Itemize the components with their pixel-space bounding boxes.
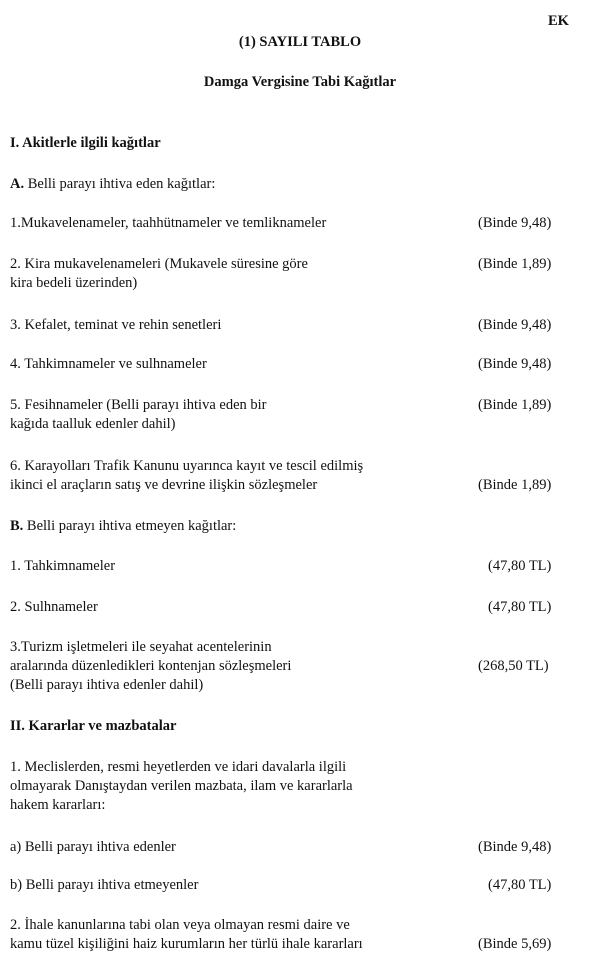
item-text: olmayarak Danıştaydan verilen mazbata, ilam ve kararlarla <box>10 778 353 794</box>
section-heading-2: II. Kararlar ve mazbatalar <box>10 718 177 734</box>
item-rate: (Binde 1,89) <box>478 256 552 272</box>
item-text: 2. Sulhnameler <box>10 599 98 615</box>
item-text: 2. İhale kanunlarına tabi olan veya olmayan resmi daire ve <box>10 917 350 933</box>
item-rate: (Binde 9,48) <box>478 356 552 372</box>
subsection-a-heading <box>10 175 215 194</box>
item-rate: (Binde 9,48) <box>478 839 552 855</box>
list-item <box>10 214 326 233</box>
item-text: 6. Karayolları Trafik Kanunu uyarınca kayıt ve tescil edilmiş <box>10 458 364 474</box>
list-item <box>10 255 308 293</box>
section-heading-1: I. Akitlerle ilgili kağıtlar <box>10 135 161 151</box>
subsection-b-heading <box>10 517 236 536</box>
item-fee: (47,80 TL) <box>488 877 552 893</box>
item-text: 1. Meclislerden, resmi heyetlerden ve idari davalarla ilgili <box>10 759 347 775</box>
item-rate: (Binde 9,48) <box>478 317 552 333</box>
item-fee: (47,80 TL) <box>488 558 552 574</box>
item-text: aralarında düzenledikleri kontenjan sözleşmeleri <box>10 658 292 674</box>
list-item <box>10 598 98 617</box>
item-rate: (Binde 5,69) <box>478 936 552 952</box>
item-text: kamu tüzel kişiliğini haiz kurumların her türlü ihale kararları <box>10 936 363 952</box>
subsection-a-text: Belli parayı ihtiva eden kağıtlar: <box>24 176 216 192</box>
item-fee: (268,50 TL) <box>478 658 549 674</box>
page-title: Damga Vergisine Tabi Kağıtlar <box>203 74 397 90</box>
item-text: 5. Fesihnameler (Belli parayı ihtiva eden bir <box>10 397 267 413</box>
item-rate: (Binde 9,48) <box>478 215 552 231</box>
list-item <box>10 396 267 434</box>
item-text: kağıda taalluk edenler dahil) <box>10 416 176 432</box>
subsection-b-text: Belli parayı ihtiva etmeyen kağıtlar: <box>23 518 237 534</box>
annex-label: EK <box>548 13 569 29</box>
item-text: (Belli parayı ihtiva edenler dahil) <box>10 677 204 693</box>
list-item <box>10 638 291 695</box>
list-item <box>10 557 115 576</box>
item-text: hakem kararları: <box>10 797 106 813</box>
item-text: 2. Kira mukavelenameleri (Mukavele süresine göre <box>10 256 308 272</box>
list-item <box>10 457 363 495</box>
item-text: 1.Mukavelenameler, taahhütnameler ve temliknameler <box>10 215 327 231</box>
item-text: ikinci el araçların satış ve devrine ilişkin sözleşmeler <box>10 477 318 493</box>
item-rate: (Binde 1,89) <box>478 397 552 413</box>
list-item: b) Belli parayı ihtiva etmeyenler <box>10 877 199 893</box>
list-item <box>10 916 363 954</box>
table-number: (1) SAYILI TABLO <box>238 34 362 50</box>
item-rate: (Binde 1,89) <box>478 477 552 493</box>
list-item <box>10 355 207 374</box>
subsection-b-letter: B. <box>10 518 24 534</box>
list-item <box>10 316 221 335</box>
item-text: 4. Tahkimnameler ve sulhnameler <box>10 356 207 372</box>
item-text: 1. Tahkimnameler <box>10 558 116 574</box>
item-text: 3. Kefalet, teminat ve rehin senetleri <box>10 317 222 333</box>
item-text: 3.Turizm işletmeleri ile seyahat acentelerinin <box>10 639 272 655</box>
list-item: a) Belli parayı ihtiva edenler <box>10 839 176 855</box>
list-item <box>10 758 353 815</box>
subsection-a-letter: A. <box>10 176 25 192</box>
item-text: kira bedeli üzerinden) <box>10 275 138 291</box>
item-fee: (47,80 TL) <box>488 599 552 615</box>
